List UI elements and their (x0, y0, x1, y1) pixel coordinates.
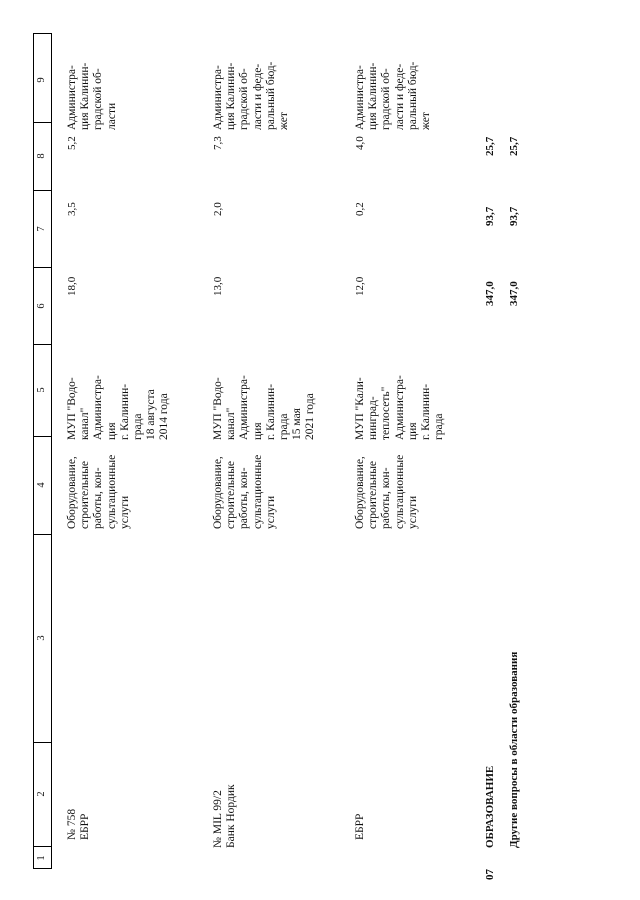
sep-6-7 (33, 267, 52, 268)
col-header-7: 7 (36, 226, 47, 232)
sep-2-3 (33, 742, 52, 743)
row2-col8: 7,3 (212, 136, 224, 150)
subsection-title: Другие вопросы в области образования (508, 651, 520, 848)
row1-col6: 18,0 (66, 276, 78, 296)
sep-4-5 (33, 436, 52, 437)
section-col6: 347,0 (484, 281, 496, 306)
row1-col4: Оборудование, строительные работы, кон- сультационные услуги (66, 454, 131, 529)
section-col8: 25,7 (484, 136, 496, 156)
row3-col2: ЕБРР (354, 813, 366, 840)
sep-8-9 (33, 122, 52, 123)
row2-col4: Оборудование, строительные работы, кон- сультационные услуги (212, 454, 277, 529)
row2-col2: № MIL 99/2 Банк Нордик (212, 784, 238, 848)
header-right-border (51, 33, 52, 869)
col-header-6: 6 (36, 303, 47, 309)
row1-col5: МУП "Водо- канал" Администра- ция г. Калинин- града 18 августа 2014 года (66, 375, 171, 440)
row2-col9: Администра- ция Калинин- градской об- ласти и феде- ральный бюд- жет (212, 61, 291, 130)
col-header-8: 8 (36, 153, 47, 159)
sep-3-4 (33, 534, 52, 535)
row2-col5: МУП "Водо- канал" Администра- ция г. Калинин- града 15 мая 2021 года (212, 375, 317, 440)
col-header-3: 3 (36, 635, 47, 641)
row2-col7: 2,0 (212, 202, 224, 216)
section-code: 07 (484, 869, 496, 880)
row3-col7: 0,2 (354, 202, 366, 216)
section-col7: 93,7 (484, 206, 496, 226)
row1-col7: 3,5 (66, 202, 78, 216)
row3-col5: МУП "Кали- нинград- теплосеть" Администра- ция г. Калинин- града (354, 375, 446, 440)
header-left-border (33, 33, 34, 869)
section-title: ОБРАЗОВАНИЕ (484, 765, 496, 848)
col-header-9: 9 (36, 77, 47, 83)
sep-5-6 (33, 344, 52, 345)
row1-col9: Администра- ция Калинин- градской об- ласти (66, 62, 118, 130)
header-top-border (33, 33, 52, 34)
sep-7-8 (33, 190, 52, 191)
row2-col6: 13,0 (212, 276, 224, 296)
subsection-col7: 93,7 (508, 206, 520, 226)
row3-col9: Администра- ция Калинин- градской об- ласти и феде- ральный бюд- жет (354, 61, 433, 130)
col-header-1: 1 (36, 855, 47, 861)
col-header-4: 4 (36, 482, 47, 488)
subsection-col6: 347,0 (508, 281, 520, 306)
subsection-col8: 25,7 (508, 136, 520, 156)
row3-col4: Оборудование, строительные работы, кон- сультационные услуги (354, 454, 419, 529)
col-header-5: 5 (36, 387, 47, 393)
row3-col8: 4,0 (354, 136, 366, 150)
row1-col2: № 758 ЕБРР (66, 808, 92, 840)
row3-col6: 12,0 (354, 276, 366, 296)
row1-col8: 5,2 (66, 136, 78, 150)
col-header-2: 2 (36, 791, 47, 797)
